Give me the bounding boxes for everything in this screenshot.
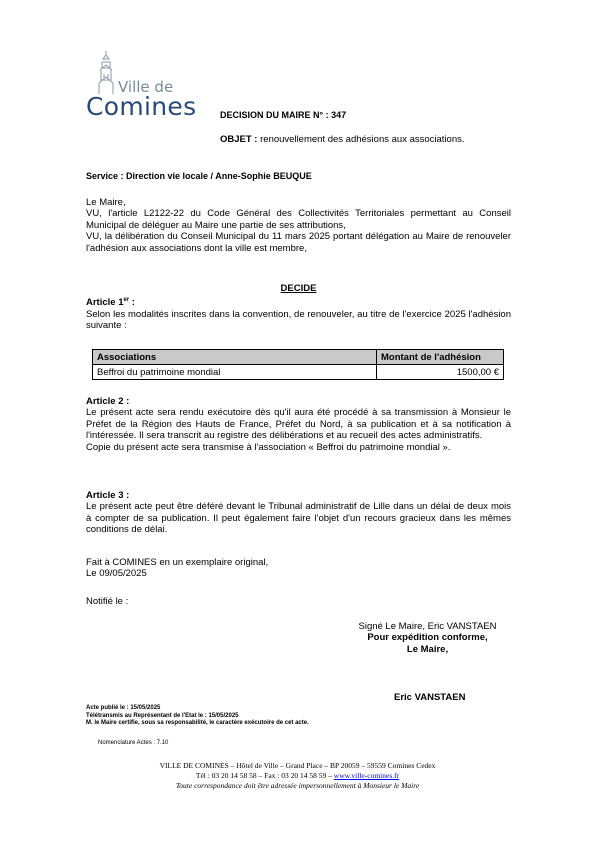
article-1-text: Selon les modalités inscrites dans la convention, de renouveler, au titre de l'exercice 2025 l'adhésion suivante : — [86, 308, 511, 331]
website-link[interactable]: www.ville-comines.fr — [333, 771, 400, 780]
signature-maire-label: Le Maire, — [406, 643, 449, 655]
signed-line: Signé Le Maire, Eric VANSTAEN — [358, 621, 497, 632]
fait-a — [86, 557, 511, 580]
article-3-text: Le présent acte peut être déféré devant le Tribunal administratif de Lille dans un délai de deux mois à compter de sa publication. Il peut également faire l'objet d'un recours gracieux dans les mêmes conditions de délai. — [86, 501, 511, 536]
logo-ville-de: Ville de — [118, 78, 174, 96]
article-2 — [86, 396, 511, 453]
table-header-montant: Montant de l'adhésion — [377, 350, 504, 365]
table-cell-amount: 1500,00 € — [377, 365, 504, 380]
article-2-copy: Copie du présent acte sera transmise à l'association « Beffroi du patrimoine mondial ». — [86, 441, 451, 453]
footer-phone-fax: Tél : 03 20 14 58 58 – Fax : 03 20 14 58 59 – — [195, 771, 334, 780]
notifie-le: Notifié le : — [86, 596, 129, 607]
le-maire-label: Le Maire, — [86, 197, 126, 208]
associations-table — [92, 349, 504, 380]
decide-heading: DECIDE — [280, 283, 317, 294]
footer-correspondence-note: Toute correspondance doit être adressée impersonnellement à Monsieur le Maire — [175, 781, 420, 790]
belfry-icon — [94, 50, 118, 94]
table-header-associations: Associations — [93, 350, 377, 365]
article-2-text: Le présent acte sera rendu exécutoire dès qu'il aura été procédé à sa transmission à Monsieur le Préfet de la Région des Hauts de France, Préfet du Nord, à sa publication et à sa notification à l'intéressée. Il sera transcrit au registre des délibérations et au recueil des actes administratifs. — [86, 407, 511, 442]
table-cell-association: Beffroi du patrimoine mondial — [93, 365, 377, 380]
article-2-title: Article 2 : — [86, 396, 130, 407]
expedition-line: Pour expédition conforme, — [367, 632, 488, 644]
objet-text: renouvellement des adhésions aux associations. — [257, 134, 465, 145]
article-3-title: Article 3 : — [86, 490, 130, 501]
service-line: Service : Direction vie locale / Anne-Sophie BEUQUE — [86, 171, 312, 181]
objet-label: OBJET : — [220, 134, 258, 145]
publication-date: Acte publié le : 15/05/2025 — [86, 705, 161, 711]
signatory-name: Eric VANSTAEN — [394, 692, 466, 703]
footer-contact — [60, 771, 535, 781]
intro — [86, 197, 511, 254]
vu-paragraph-1: VU, l'article L2122-22 du Code Général des Collectivités Territoriales permettant au Conseil Municipal de déléguer au Maire une partie de ses attributions, — [86, 208, 511, 231]
logo-comines: Comines — [86, 92, 197, 121]
date-line: Le 09/05/2025 — [86, 568, 147, 580]
decision-number: DECISION DU MAIRE N° : 347 — [220, 110, 347, 120]
teletransmission-date: Télétransmis au Représentant de l'Etat le : 15/05/2025 — [86, 712, 239, 719]
table-header-row — [93, 350, 504, 365]
signature-block — [330, 621, 525, 655]
table-row — [93, 365, 504, 380]
article-1 — [86, 295, 511, 331]
article-3 — [86, 490, 511, 536]
footer-address: VILLE DE COMINES – Hôtel de Ville – Grand Place – BP 20059 – 59559 Comines Cedex — [159, 761, 436, 770]
vu-paragraph-2: VU, la délibération du Conseil Municipal du 11 mars 2025 portant délégation au Maire de renouveler l'adhésion aux associations dont la ville est membre, — [86, 231, 511, 254]
executoire-statement: M. le Maire certifie, sous sa responsabilité, le caractère exécutoire de cet acte. — [86, 720, 309, 727]
nomenclature: Nomenclature Actes : 7.10 — [98, 740, 169, 746]
footer — [60, 761, 535, 791]
objet — [220, 134, 465, 145]
fait-a-line: Fait à COMINES en un exemplaire original, — [86, 557, 269, 568]
article-1-title: Article 1er : — [86, 297, 135, 309]
publication-info — [86, 705, 309, 728]
